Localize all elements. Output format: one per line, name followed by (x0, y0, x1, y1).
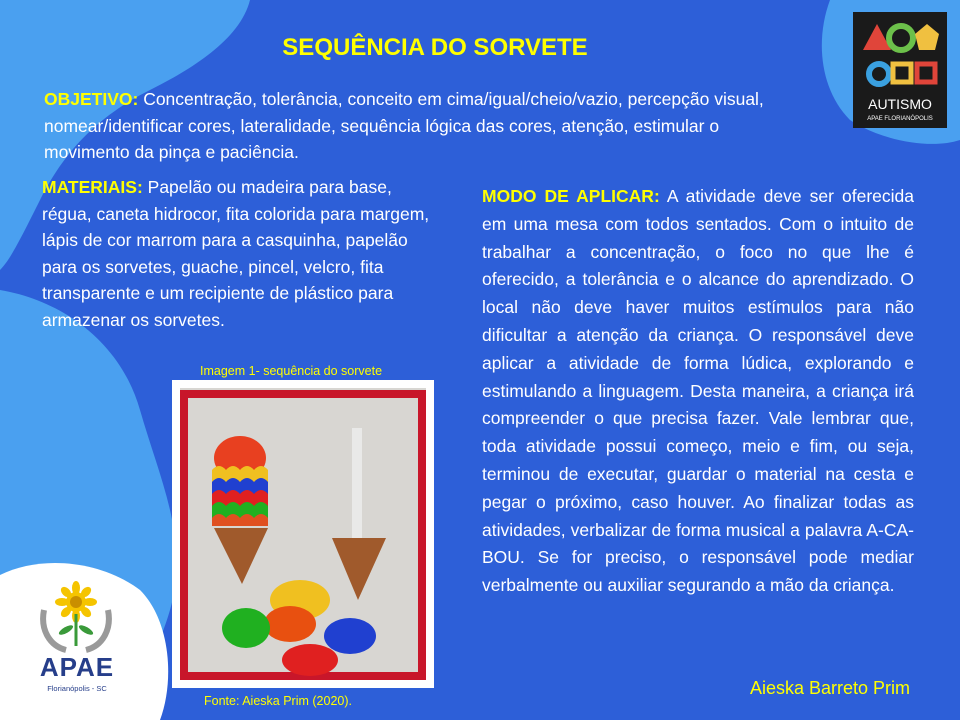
apae-logo-title: APAE (39, 652, 115, 682)
scoop-red (282, 644, 338, 676)
method-text: A atividade deve ser oferecida em uma mesa com todos sentados. Com o intuito de trabalhar a concentração, o foco no que lhe é oferecido, a tolerância e o alcance do aprendizado. O local não deve haver muitos estímulos para não dificultar a atenção da criança. O responsável deve aplicar a atividade de forma lúdica, explorando e estimulando a linguagem. Desta maneira, a criança irá compreender o que precisa fazer. Vale lembrar que, toda atividade possui começo, meio e fim, ou seja, terminou de executar, guardar o material na cesta e pegar o próximo, caso houver. Ao finalizar todas as atividades, verbalizar de forma musical a palavra A-CA-BOU. Se for preciso, o responsável pode mediar verbalmente ou auxiliar segurando a mão da criança. (482, 186, 914, 596)
autismo-logo-subtitle: APAE FLORIANÓPOLIS (867, 116, 933, 122)
activity-photo-frame (172, 380, 434, 688)
materials-paragraph (42, 174, 442, 333)
page-title: SEQUÊNCIA DO SORVETE (282, 34, 588, 61)
author-name: Aieska Barreto Prim (749, 678, 910, 698)
apae-logo-subtitle: Florianópolis - SC (47, 684, 107, 693)
scoop-orange (264, 606, 316, 642)
autismo-logo-title: AUTISMO (868, 96, 932, 112)
objective-paragraph (44, 86, 784, 166)
autismo-logo-shapes (853, 12, 947, 128)
autismo-logo (853, 12, 947, 128)
photo-ruler (352, 428, 362, 538)
materials-text: Papelão ou madeira para base, régua, caneta hidrocor, fita colorida para margem, lápis de cor marrom para a casquinha, papelão para os sorvetes, guache, pincel, velcro, fita transparente e um recipiente de plástico para armazenar os sorvetes. (42, 177, 430, 330)
materials-label: MATERIAIS: (42, 177, 143, 197)
image-caption-top: Imagem 1- sequência do sorvete (200, 364, 383, 378)
objective-text: Concentração, tolerância, conceito em cima/igual/cheio/vazio, percepção visual, nomear/identificar cores, lateralidade, sequência lógica das cores, atenção, estimular o movimento da pinça e paciência. (44, 89, 764, 162)
scoop-blue (324, 618, 376, 654)
method-paragraph (482, 183, 914, 600)
objective-label: OBJETIVO: (44, 89, 139, 109)
method-label: MODO DE APLICAR: (482, 186, 660, 206)
ice-cream-sequence-photo (180, 388, 426, 680)
scoop-green (222, 608, 270, 648)
image-caption-bottom: Fonte: Aieska Prim (2020). (204, 694, 352, 708)
